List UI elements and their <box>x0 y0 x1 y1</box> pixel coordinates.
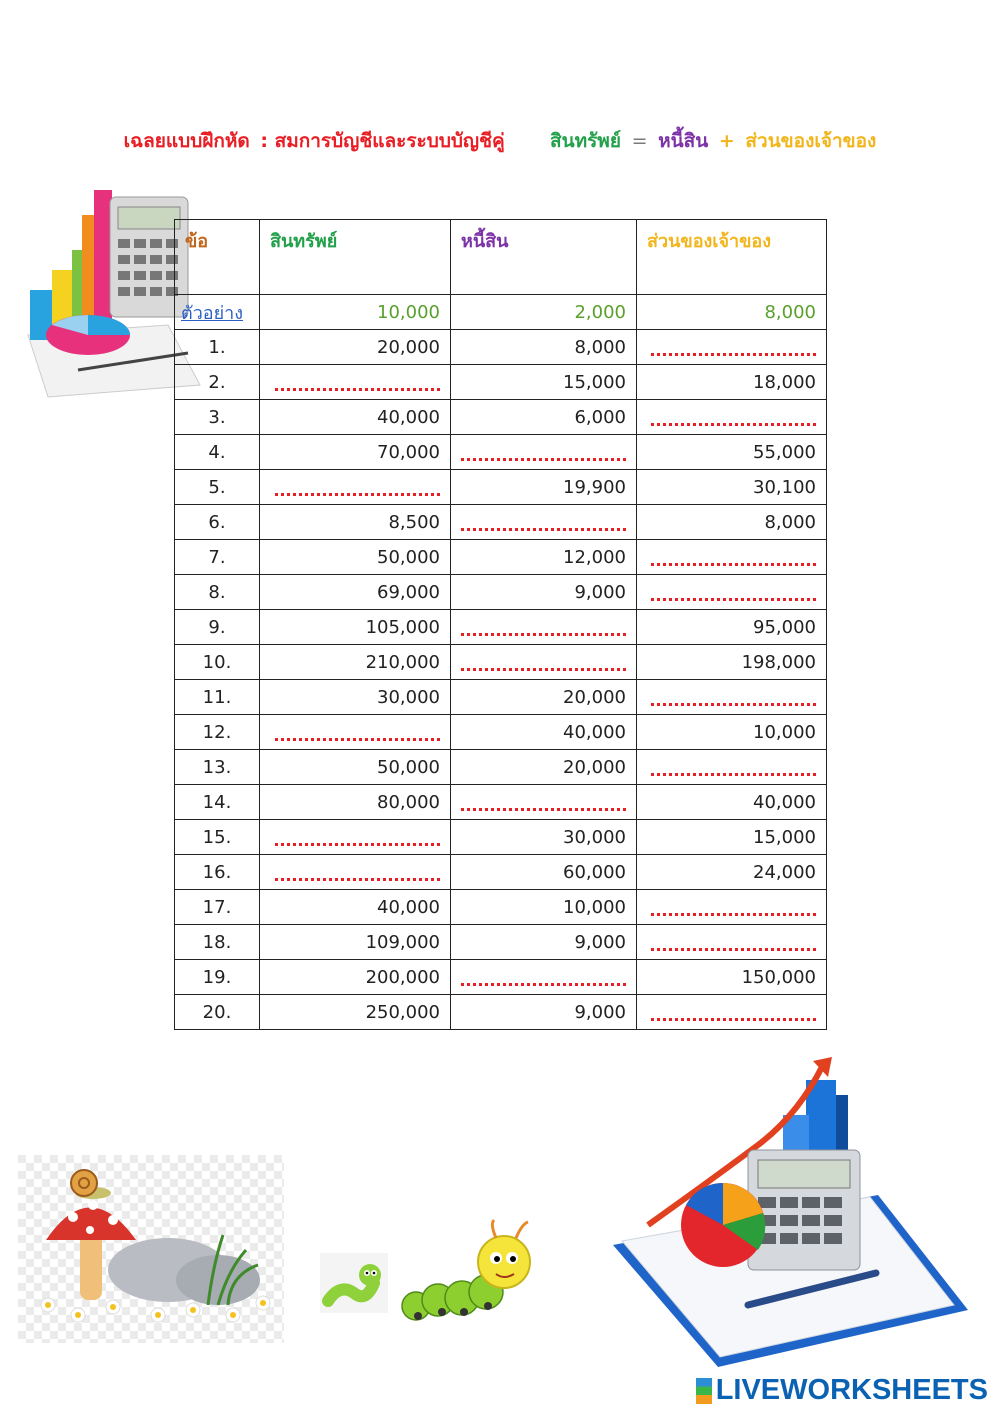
cell-assets: 80,000 <box>260 785 451 820</box>
answer-input-blank[interactable] <box>275 825 440 846</box>
cell-assets: 109,000 <box>260 925 451 960</box>
table-row <box>175 680 827 715</box>
cell-assets: 105,000 <box>260 610 451 645</box>
cell-liabilities: 19,900 <box>451 470 637 505</box>
cell-equity: 198,000 <box>637 645 827 680</box>
answer-input-blank[interactable] <box>651 580 816 601</box>
cell-liabilities: 30,000 <box>451 820 637 855</box>
equation-equals: = <box>631 130 648 152</box>
cell-equity: 55,000 <box>637 435 827 470</box>
answer-input-blank[interactable] <box>275 720 440 741</box>
row-number: 11. <box>175 680 260 715</box>
row-number: 17. <box>175 890 260 925</box>
cell-assets: 40,000 <box>260 890 451 925</box>
cell-assets-answer-blank[interactable] <box>260 715 451 750</box>
row-number: 7. <box>175 540 260 575</box>
table-row <box>175 925 827 960</box>
row-number: 18. <box>175 925 260 960</box>
cell-assets: 210,000 <box>260 645 451 680</box>
equation-plus: + <box>718 130 735 152</box>
cell-liabilities: 10,000 <box>451 890 637 925</box>
cell-equity-answer-blank[interactable] <box>637 925 827 960</box>
table-row <box>175 890 827 925</box>
equation-liabilities: หนี้สิน <box>658 130 709 152</box>
cell-assets: 50,000 <box>260 540 451 575</box>
row-number: 14. <box>175 785 260 820</box>
liveworksheets-logo <box>696 1374 988 1407</box>
example-liabilities: 2,000 <box>451 295 637 330</box>
answer-input-blank[interactable] <box>651 405 816 426</box>
logo-text: LIVEWORKSHEETS <box>715 1374 988 1406</box>
example-label: ตัวอย่าง <box>175 295 260 330</box>
title-part2: : สมการบัญชีและระบบบัญชีคู่ <box>260 130 505 152</box>
answer-input-blank[interactable] <box>651 755 816 776</box>
pie-chart-icon <box>681 1183 765 1267</box>
answer-input-blank[interactable] <box>651 685 816 706</box>
row-number: 3. <box>175 400 260 435</box>
answer-input-blank[interactable] <box>651 895 816 916</box>
cell-liabilities: 9,000 <box>451 925 637 960</box>
cell-liabilities: 9,000 <box>451 575 637 610</box>
example-assets: 10,000 <box>260 295 451 330</box>
answer-input-blank[interactable] <box>651 930 816 951</box>
cell-assets: 250,000 <box>260 995 451 1030</box>
header-liabilities: หนี้สิน <box>451 220 637 295</box>
table-row <box>175 610 827 645</box>
answer-input-blank[interactable] <box>275 860 440 881</box>
finance-report-clipart <box>608 1055 976 1373</box>
table-row <box>175 820 827 855</box>
table-row <box>175 855 827 890</box>
cell-liabilities: 8,000 <box>451 330 637 365</box>
answer-input-blank[interactable] <box>275 370 440 391</box>
cell-liabilities-answer-blank[interactable] <box>451 960 637 995</box>
cell-assets: 8,500 <box>260 505 451 540</box>
cell-assets: 50,000 <box>260 750 451 785</box>
calculator-icon <box>748 1150 860 1270</box>
answer-input-blank[interactable] <box>461 615 626 636</box>
table-header-row <box>175 220 827 295</box>
row-number: 2. <box>175 365 260 400</box>
table-row <box>175 400 827 435</box>
answer-input-blank[interactable] <box>651 545 816 566</box>
accounting-equation-table <box>174 219 827 1030</box>
cell-equity-answer-blank[interactable] <box>637 330 827 365</box>
cell-equity: 18,000 <box>637 365 827 400</box>
cell-liabilities: 20,000 <box>451 750 637 785</box>
cell-liabilities-answer-blank[interactable] <box>451 435 637 470</box>
cell-liabilities: 12,000 <box>451 540 637 575</box>
table-row <box>175 995 827 1030</box>
row-number: 15. <box>175 820 260 855</box>
table-row <box>175 715 827 750</box>
table-row <box>175 540 827 575</box>
row-number: 8. <box>175 575 260 610</box>
cell-assets-answer-blank[interactable] <box>260 470 451 505</box>
cell-equity: 24,000 <box>637 855 827 890</box>
equation-assets: สินทรัพย์ <box>549 130 621 152</box>
row-number: 9. <box>175 610 260 645</box>
row-number: 19. <box>175 960 260 995</box>
cell-equity: 95,000 <box>637 610 827 645</box>
cell-assets: 20,000 <box>260 330 451 365</box>
cell-liabilities: 9,000 <box>451 995 637 1030</box>
cell-equity-answer-blank[interactable] <box>637 890 827 925</box>
caterpillar-icon <box>398 1218 538 1330</box>
cell-equity: 10,000 <box>637 715 827 750</box>
cell-liabilities-answer-blank[interactable] <box>451 645 637 680</box>
answer-input-blank[interactable] <box>651 1000 816 1021</box>
table-row <box>175 330 827 365</box>
worm-icon <box>320 1253 388 1313</box>
logo-badge <box>696 1378 712 1404</box>
row-number: 12. <box>175 715 260 750</box>
cell-assets-answer-blank[interactable] <box>260 855 451 890</box>
cell-equity: 150,000 <box>637 960 827 995</box>
answer-input-blank[interactable] <box>461 510 626 531</box>
header-equity: ส่วนของเจ้าของ <box>637 220 827 295</box>
cell-equity-answer-blank[interactable] <box>637 750 827 785</box>
row-number: 10. <box>175 645 260 680</box>
example-equity: 8,000 <box>637 295 827 330</box>
table-row <box>175 645 827 680</box>
table-row <box>175 505 827 540</box>
answer-input-blank[interactable] <box>461 965 626 986</box>
table-row <box>175 575 827 610</box>
cell-assets-answer-blank[interactable] <box>260 820 451 855</box>
cell-equity-answer-blank[interactable] <box>637 540 827 575</box>
cell-equity: 40,000 <box>637 785 827 820</box>
pie-chart-icon <box>46 315 130 355</box>
title-part1: เฉลยแบบฝึกหัด <box>123 130 250 152</box>
answer-input-blank[interactable] <box>651 335 816 356</box>
cell-liabilities: 40,000 <box>451 715 637 750</box>
cell-equity-answer-blank[interactable] <box>637 575 827 610</box>
cell-equity: 30,100 <box>637 470 827 505</box>
cell-assets: 70,000 <box>260 435 451 470</box>
cell-equity: 8,000 <box>637 505 827 540</box>
cell-equity: 15,000 <box>637 820 827 855</box>
answer-input-blank[interactable] <box>461 440 626 461</box>
cell-liabilities: 60,000 <box>451 855 637 890</box>
cell-liabilities-answer-blank[interactable] <box>451 505 637 540</box>
row-number: 4. <box>175 435 260 470</box>
cell-equity-answer-blank[interactable] <box>637 400 827 435</box>
cell-assets: 30,000 <box>260 680 451 715</box>
row-number: 5. <box>175 470 260 505</box>
answer-input-blank[interactable] <box>275 475 440 496</box>
table-row <box>175 435 827 470</box>
cell-liabilities: 6,000 <box>451 400 637 435</box>
row-number: 13. <box>175 750 260 785</box>
cell-liabilities-answer-blank[interactable] <box>451 785 637 820</box>
cell-equity-answer-blank[interactable] <box>637 995 827 1030</box>
worksheet-title <box>0 126 1000 156</box>
row-number: 1. <box>175 330 260 365</box>
answer-input-blank[interactable] <box>461 650 626 671</box>
header-assets: สินทรัพย์ <box>260 220 451 295</box>
header-number: ข้อ <box>175 220 260 295</box>
table-row <box>175 750 827 785</box>
row-number: 20. <box>175 995 260 1030</box>
cell-assets: 69,000 <box>260 575 451 610</box>
example-row <box>175 295 827 330</box>
cell-liabilities-answer-blank[interactable] <box>451 610 637 645</box>
answer-input-blank[interactable] <box>461 790 626 811</box>
cell-assets: 40,000 <box>260 400 451 435</box>
mushroom-garden-clipart <box>18 1155 284 1343</box>
table-row <box>175 470 827 505</box>
row-number: 6. <box>175 505 260 540</box>
cell-liabilities: 15,000 <box>451 365 637 400</box>
cell-assets: 200,000 <box>260 960 451 995</box>
row-number: 16. <box>175 855 260 890</box>
cell-assets-answer-blank[interactable] <box>260 365 451 400</box>
equation-equity: ส่วนของเจ้าของ <box>745 130 877 152</box>
cell-equity-answer-blank[interactable] <box>637 680 827 715</box>
cell-liabilities: 20,000 <box>451 680 637 715</box>
table-row <box>175 785 827 820</box>
table-row <box>175 365 827 400</box>
table-row <box>175 960 827 995</box>
